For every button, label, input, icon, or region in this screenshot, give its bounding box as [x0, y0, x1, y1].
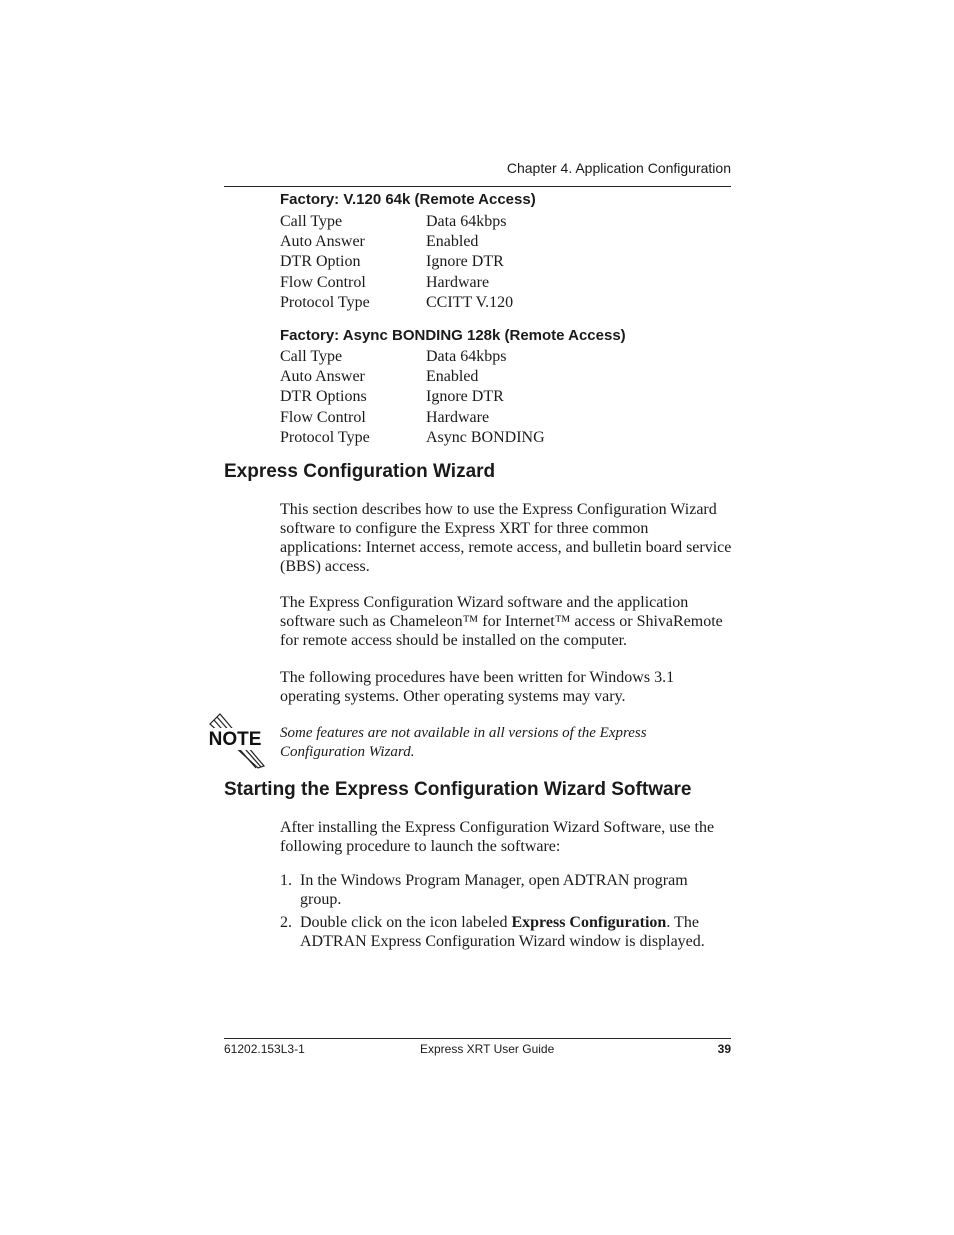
table-row	[280, 408, 545, 428]
paragraph-text: This section describes how to use the Express Configuration Wizard software to configure the Express XRT for three common applications: Internet access, remote access, and bulletin board service (BBS) access.	[280, 501, 732, 575]
footer-page-number: 39	[717, 1042, 731, 1056]
note-icon	[206, 710, 268, 772]
step-text-bold: Express Configuration	[511, 914, 667, 931]
footer-guide-title: Express XRT User Guide	[420, 1042, 555, 1056]
list-item	[280, 913, 732, 951]
wizard-paragraph-1	[280, 500, 732, 576]
section-heading-starting: Starting the Express Configuration Wizard Software	[224, 779, 692, 800]
factory-v120-table	[280, 212, 513, 313]
param-value: Hardware	[426, 273, 490, 291]
table-row	[280, 273, 513, 293]
paragraph-text: After installing the Express Configuration Wizard Software, use the following procedure to launch the software:	[280, 819, 715, 855]
param-value: Enabled	[426, 233, 479, 251]
list-item	[280, 871, 732, 909]
table-row	[280, 252, 513, 272]
param-key: DTR Option	[280, 253, 361, 271]
step-text: In the Windows Program Manager, open ADTRAN program group.	[300, 872, 688, 908]
param-key: Flow Control	[280, 273, 366, 291]
param-key: DTR Options	[280, 388, 367, 406]
table-row	[280, 212, 513, 232]
param-value: Async BONDING	[426, 428, 545, 446]
param-key: Call Type	[280, 213, 343, 230]
wizard-paragraph-3	[280, 668, 732, 706]
wizard-paragraph-2	[280, 593, 732, 650]
param-value: Ignore DTR	[426, 388, 504, 406]
note-label: NOTE	[208, 729, 262, 750]
param-value: Enabled	[426, 368, 479, 386]
table-row	[280, 347, 545, 367]
paragraph-text: The Express Configuration Wizard software and the application software such as Chameleon™ for Internet™ access or ShivaRemote for remote access should be installed on the computer.	[280, 594, 723, 649]
step-text-before: Double click on the icon labeled	[300, 914, 512, 931]
table-row	[280, 387, 545, 407]
param-key: Auto Answer	[280, 368, 365, 386]
step-number: 2.	[280, 914, 292, 931]
table-row	[280, 293, 513, 313]
table-row	[280, 428, 545, 448]
factory-bonding-heading: Factory: Async BONDING 128k (Remote Access)	[280, 327, 626, 344]
factory-v120-heading: Factory: V.120 64k (Remote Access)	[280, 191, 536, 208]
procedure-steps	[280, 871, 732, 955]
param-value: CCITT V.120	[426, 293, 514, 311]
table-row	[280, 367, 545, 387]
param-key: Flow Control	[280, 408, 366, 426]
footer-doc-number: 61202.153L3-1	[224, 1042, 305, 1056]
param-key: Call Type	[280, 348, 343, 365]
step-number: 1.	[280, 872, 292, 889]
starting-intro	[280, 818, 732, 856]
table-row	[280, 232, 513, 252]
step-text-after: . The ADTRAN Express Configuration Wizard window is displayed.	[300, 914, 705, 950]
param-value: Data 64kbps	[426, 213, 507, 230]
param-value: Hardware	[426, 408, 490, 426]
param-value: Ignore DTR	[426, 253, 504, 271]
param-key: Protocol Type	[280, 293, 370, 311]
note-text: Some features are not available in all versions of the Express Configuration Wizard.	[280, 725, 647, 760]
running-header: Chapter 4. Application Configuration	[506, 160, 731, 176]
footer-rule	[224, 1038, 731, 1039]
header-rule	[224, 186, 731, 187]
paragraph-text: The following procedures have been written for Windows 3.1 operating systems. Other operating systems may vary.	[280, 669, 675, 705]
param-key: Auto Answer	[280, 233, 365, 251]
param-value: Data 64kbps	[426, 348, 507, 365]
factory-bonding-table	[280, 347, 545, 448]
param-key: Protocol Type	[280, 428, 370, 446]
section-heading-wizard: Express Configuration Wizard	[224, 461, 496, 482]
